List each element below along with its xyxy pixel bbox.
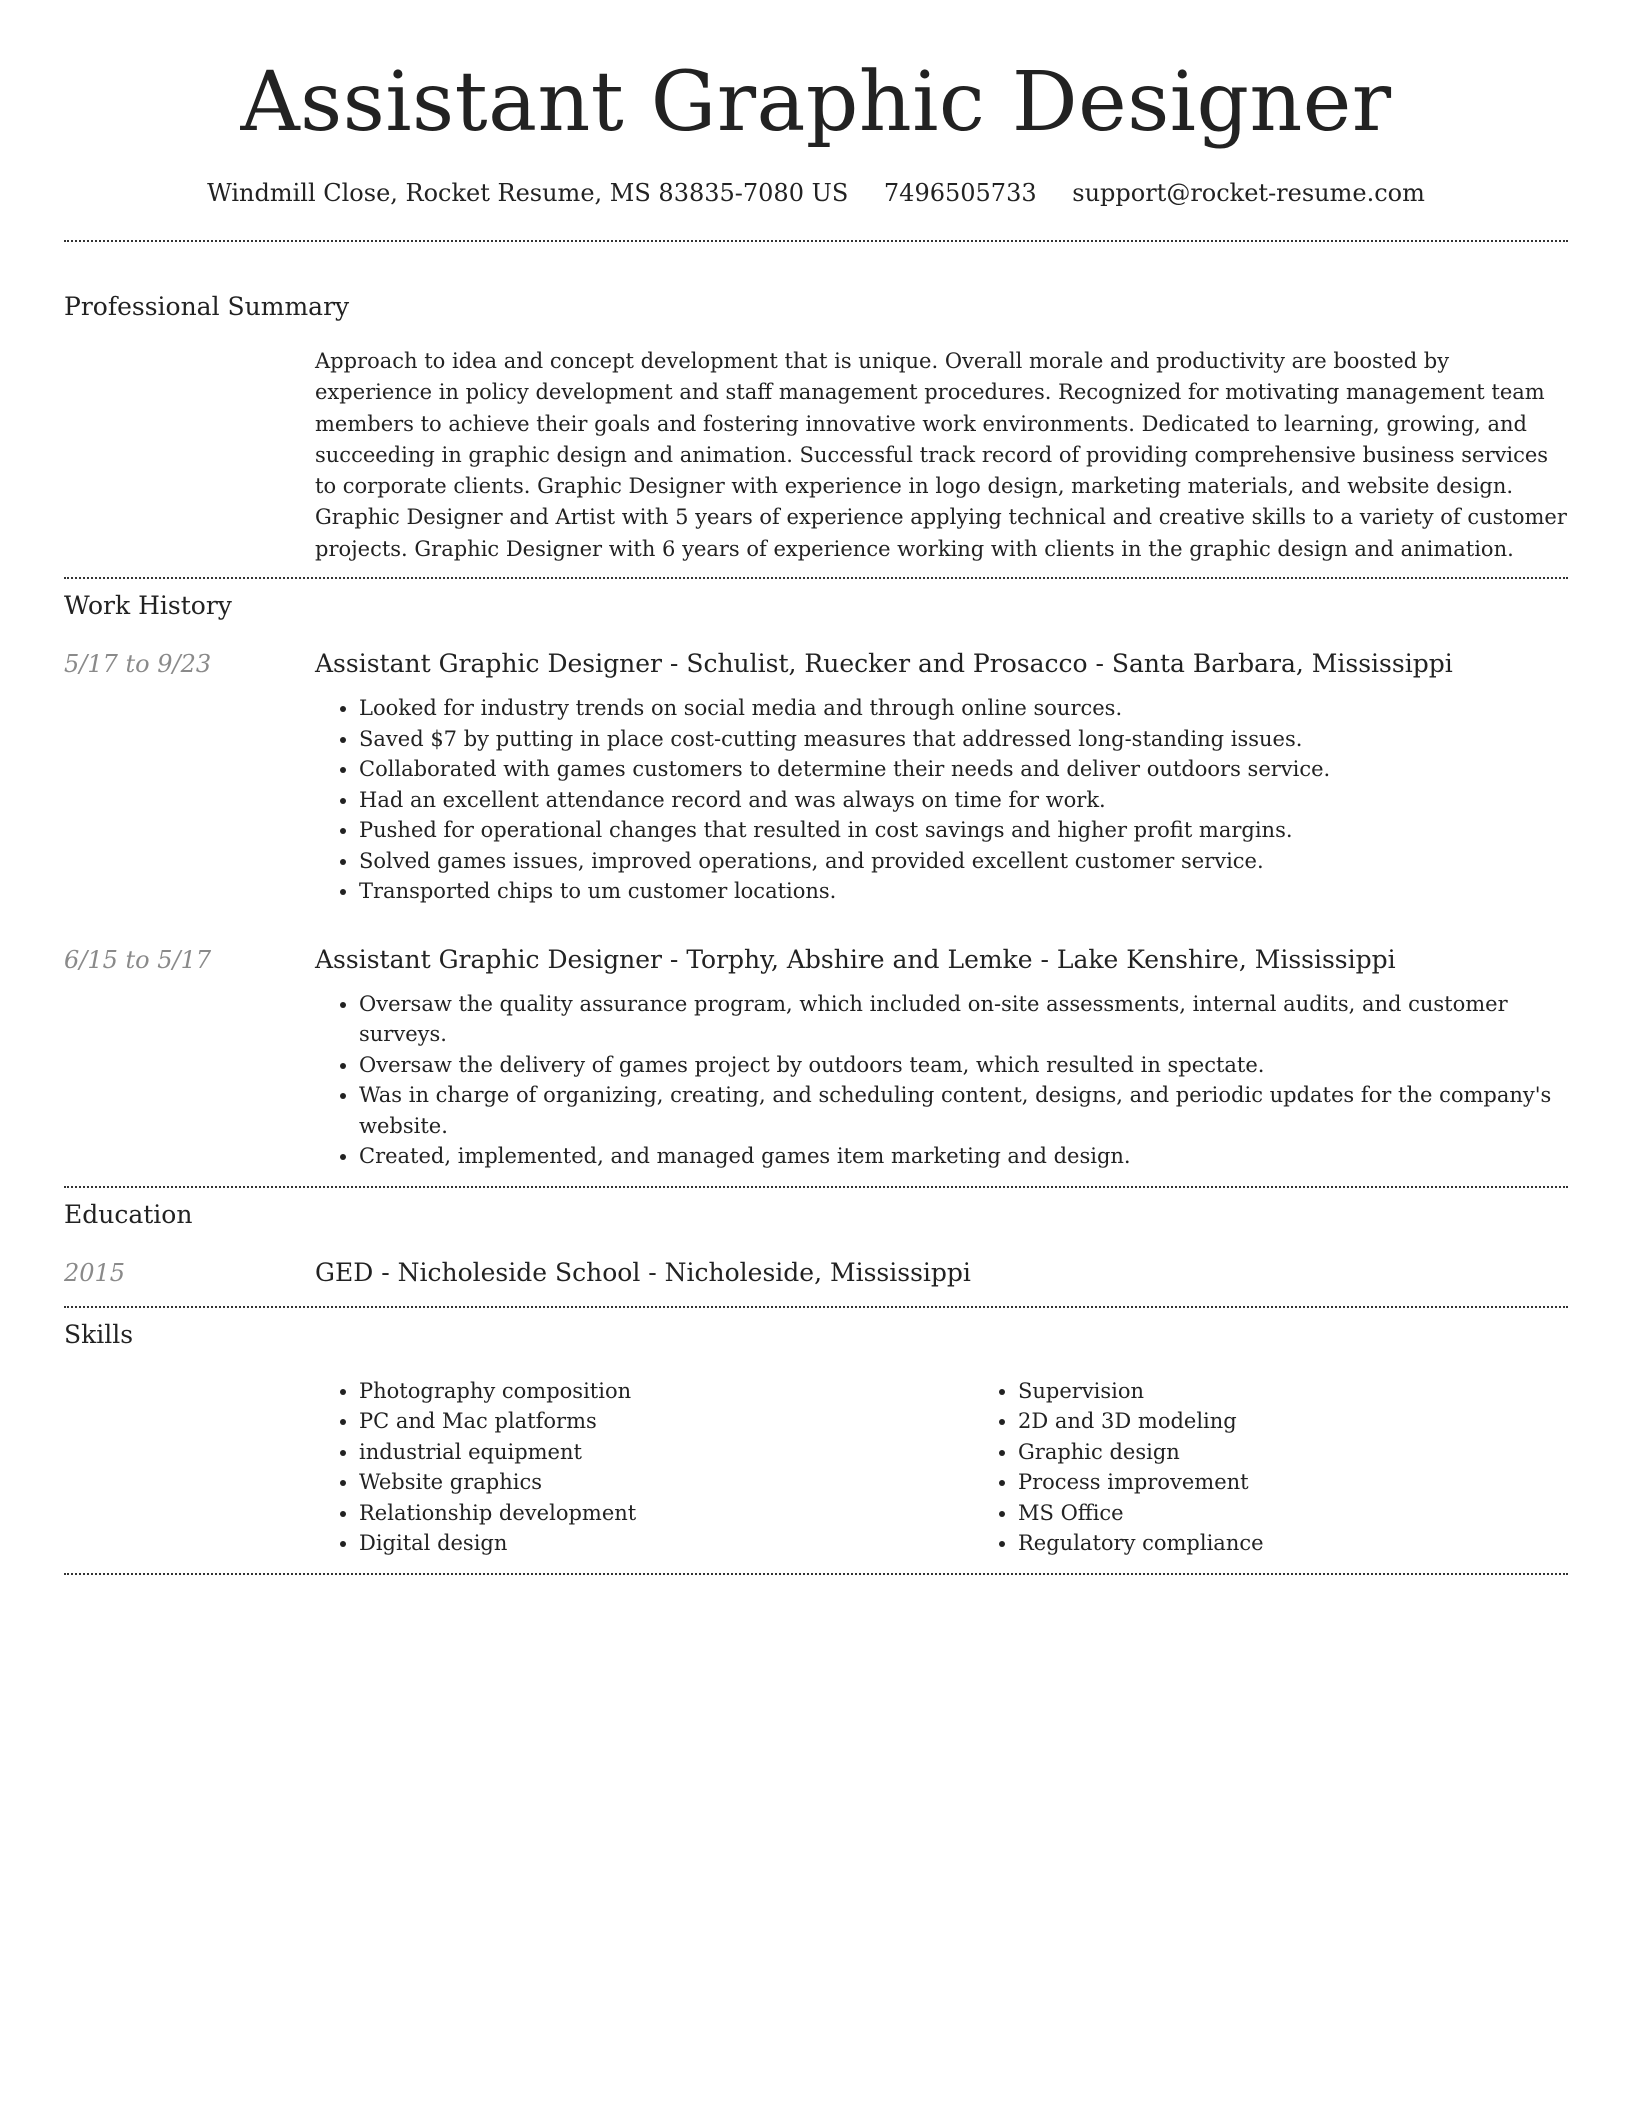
- list-item: • Website graphics: [359, 1467, 974, 1498]
- list-item: • Process improvement: [1018, 1467, 1568, 1498]
- list-item: • Created, implemented, and managed games item marketing and design.: [359, 1141, 1568, 1172]
- list-item: • Collaborated with games customers to determine their needs and deliver outdoors service.: [359, 754, 1568, 785]
- resume-header: [64, 0, 1568, 210]
- job-bullets: [315, 989, 1568, 1172]
- list-item: • Pushed for operational changes that resulted in cost savings and higher profit margins.: [359, 815, 1568, 846]
- list-item: • Digital design: [359, 1528, 974, 1559]
- contact-phone: 7496505733: [883, 179, 1037, 207]
- skills-section: [64, 1308, 1568, 1559]
- summary-heading: Professional Summary: [64, 292, 350, 321]
- education-section: [64, 1188, 1568, 1290]
- list-item: • Regulatory compliance: [1018, 1528, 1568, 1559]
- list-item: • Looked for industry trends on social media and through online sources.: [359, 693, 1568, 724]
- job-entry: [64, 943, 1568, 1172]
- list-item: • Photography composition: [359, 1376, 974, 1407]
- work-history-section: [64, 579, 1568, 1172]
- skills-column-1: [315, 1376, 974, 1559]
- list-item: • PC and Mac platforms: [359, 1406, 974, 1437]
- list-item: • Solved games issues, improved operations, and provided excellent customer service.: [359, 846, 1568, 877]
- job-title: Assistant Graphic Designer - Torphy, Abshire and Lemke - Lake Kenshire, Mississippi: [315, 944, 1396, 974]
- contact-email: support@rocket-resume.com: [1072, 179, 1425, 207]
- list-item: • Was in charge of organizing, creating, and scheduling content, designs, and periodic updates for the company's website.: [359, 1080, 1568, 1141]
- list-item: • Supervision: [1018, 1376, 1568, 1407]
- list-item: • Oversaw the delivery of games project by outdoors team, which resulted in spectate.: [359, 1050, 1568, 1081]
- list-item: • Saved $7 by putting in place cost-cutting measures that addressed long-standing issues.: [359, 724, 1568, 755]
- list-item: • Had an excellent attendance record and was always on time for work.: [359, 785, 1568, 816]
- job-dates: 5/17 to 9/23: [64, 650, 212, 679]
- list-item: • industrial equipment: [359, 1437, 974, 1468]
- list-item: • MS Office: [1018, 1498, 1568, 1529]
- candidate-name: Assistant Graphic Designer: [240, 55, 1392, 150]
- list-item: • Transported chips to um customer locations.: [359, 876, 1568, 907]
- list-item: • Graphic design: [1018, 1437, 1568, 1468]
- job-bullets: [315, 693, 1568, 907]
- list-item: • Oversaw the quality assurance program, which included on-site assessments, internal audits, and customer surveys.: [359, 989, 1568, 1050]
- education-heading: Education: [64, 1199, 193, 1229]
- section-divider: [64, 1573, 1568, 1575]
- education-year: 2015: [64, 1258, 126, 1287]
- job-title: Assistant Graphic Designer - Schulist, Ruecker and Prosacco - Santa Barbara, Mississippi: [315, 649, 1453, 679]
- contact-address: Windmill Close, Rocket Resume, MS 83835-7080 US: [207, 179, 849, 207]
- job-dates: 6/15 to 5/17: [64, 945, 212, 974]
- job-entry: [64, 647, 1568, 907]
- contact-line: [64, 176, 1568, 210]
- summary-text: Approach to idea and concept development that is unique. Overall morale and productivity are boosted by experience in policy development and staff management procedures. Recognized for motivating management team members to achieve their goals and fostering innovative work environments. Dedicated to learning, growing, and succeeding in graphic design and animation. Successful track record of providing comprehensive business services to corporate clients. Graphic Designer with experience in logo design, marketing materials, and website design. Graphic Designer and Artist with 5 years of experience applying technical and creative skills to a variety of customer projects. Graphic Designer with 6 years of experience working with clients in the graphic design and animation.: [315, 349, 1567, 561]
- list-item: • Relationship development: [359, 1498, 974, 1529]
- work-history-heading: Work History: [64, 591, 232, 621]
- skills-column-2: [974, 1376, 1568, 1559]
- education-details: GED - Nicholeside School - Nicholeside, Mississippi: [315, 1257, 971, 1287]
- skills-heading: Skills: [64, 1319, 134, 1349]
- summary-section: [64, 242, 1568, 565]
- list-item: • 2D and 3D modeling: [1018, 1406, 1568, 1437]
- education-entry: [64, 1256, 1568, 1290]
